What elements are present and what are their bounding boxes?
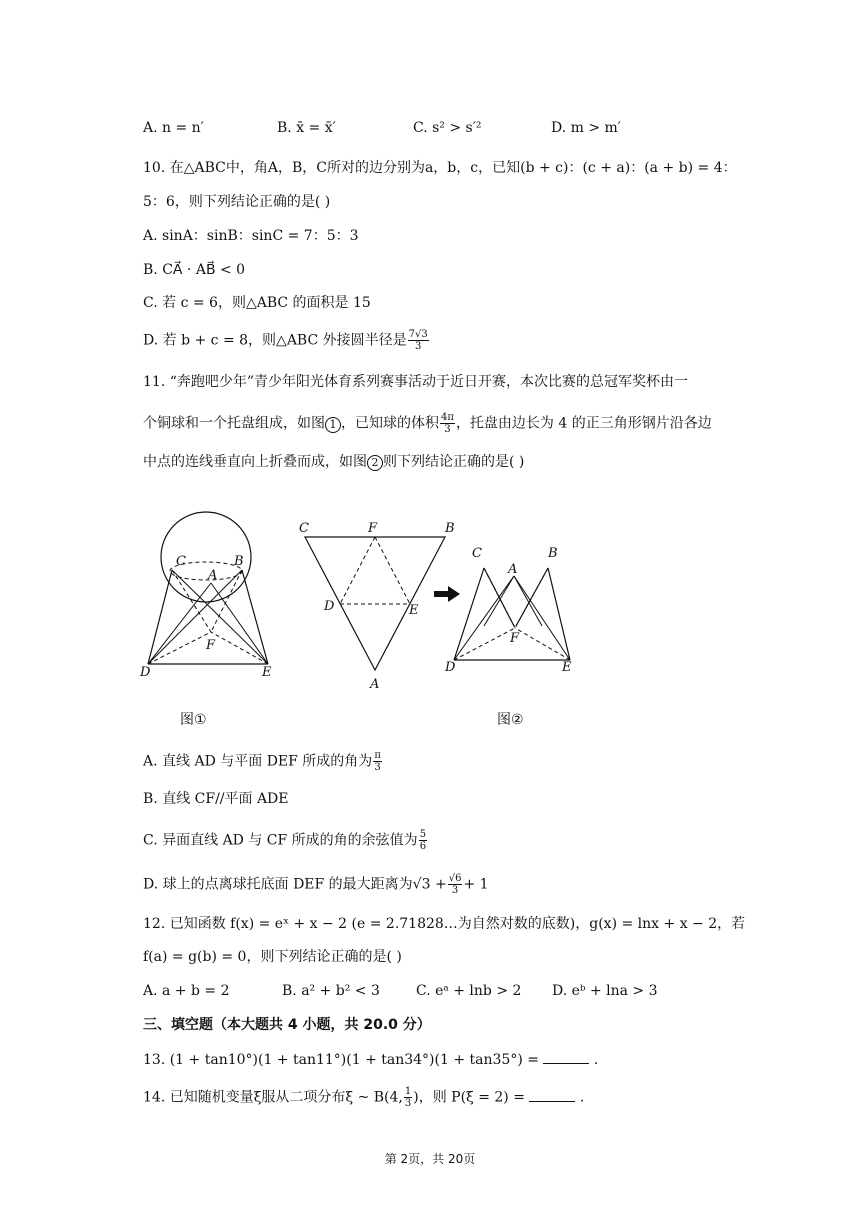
fig1-label-e: E xyxy=(262,665,272,680)
q13-answer-blank[interactable] xyxy=(543,1049,589,1064)
fig1-label-d: D xyxy=(140,665,151,680)
q11-option-c: C. 异面直线 AD 与 CF 所成的角的余弦值为 $\frac{5}{6}$ xyxy=(143,829,427,852)
fig1-label-c: C xyxy=(176,554,186,569)
q10-option-a: A. sinA：sinB：sinC = 7：5：3 xyxy=(143,228,359,244)
fig1-label-f: F xyxy=(206,638,216,653)
figure-1-caption: 图① xyxy=(180,712,207,728)
fig2u-label-e: E xyxy=(409,603,419,618)
fig2u-label-b: B xyxy=(445,521,455,536)
fig2f-label-d: D xyxy=(445,660,456,675)
q10-stem-line1: 10. 在△ABC中，角A，B，C所对的边分别为a，b，c，已知(b + c)：(c + a)：(a + b) = 4： xyxy=(143,160,737,176)
q11-stem-line3: 中点的连线垂直向上折叠而成，如图 2 则下列结论正确的是( ) xyxy=(143,454,525,470)
q11-stem-line2: 个铜球和一个托盘组成，如图 1 ，已知球的体积 $\frac{4\pi}{3}$ ，托盘由边长为 4 的正三角形钢片沿各边 xyxy=(143,412,712,435)
q12-option-d: D. eᵇ + lna > 3 xyxy=(552,983,658,999)
page-footer: 第 2页，共 20页 xyxy=(384,1152,476,1166)
figure-1-trophy xyxy=(136,510,286,685)
fig2f-label-e: E xyxy=(562,660,572,675)
q14-answer-blank[interactable] xyxy=(529,1087,575,1102)
fig2f-label-f: F xyxy=(510,631,520,646)
q10-option-b: B. CA⃗ · AB⃗ < 0 xyxy=(143,262,246,278)
fig2u-label-a: A xyxy=(370,677,380,692)
fig2f-label-c: C xyxy=(472,546,482,561)
fig2u-label-c: C xyxy=(299,521,309,536)
fig2f-label-a: A xyxy=(508,562,518,577)
q10-stem-line2: 5：6，则下列结论正确的是( ) xyxy=(143,194,331,210)
fig2f-label-b: B xyxy=(548,546,558,561)
q9-option-d: D. m > m′ xyxy=(551,120,621,136)
fig2u-label-f: F xyxy=(368,521,378,536)
fig2u-label-d: D xyxy=(324,599,335,614)
q12-stem-line1: 12. 已知函数 f(x) = eˣ + x − 2 (e = 2.71828…为自然对数的底数)，g(x) = lnx + x − 2，若 xyxy=(143,916,746,932)
fig1-label-a: A xyxy=(208,568,218,583)
q13-question: 13. (1 + tan10°)(1 + tan11°)(1 + tan34°)(1 + tan35°) = . xyxy=(143,1049,598,1070)
q12-option-a: A. a + b = 2 xyxy=(143,983,230,999)
q14-question: 14. 已知随机变量ξ服从二项分布ξ ~ B(4, $\frac{1}{3}$ )，则 P(ξ = 2) = . xyxy=(143,1086,585,1109)
q12-stem-line2: f(a) = g(b) = 0，则下列结论正确的是( ) xyxy=(143,949,402,965)
figure-2-unfolded-triangle xyxy=(295,515,465,695)
q11-stem-line1: 11. “奔跑吧少年”青少年阳光体育系列赛事活动于近日开赛，本次比赛的总冠军奖杯由一 xyxy=(143,374,689,390)
q11-option-a: A. 直线 AD 与平面 DEF 所成的角为 $\frac{\pi}{3}$ xyxy=(143,750,381,773)
figure-2-caption: 图② xyxy=(497,712,524,728)
q11-option-d: D. 球上的点离球托底面 DEF 的最大距离为√3 + $\frac{√6}{3}$ + 1 xyxy=(143,873,489,896)
q10-option-d: D. 若 b + c = 8，则△ABC 外接圆半径是 $\frac{7√3}{3}$ xyxy=(143,329,428,352)
figure-2-folded-tray xyxy=(442,538,582,678)
q12-option-c: C. eᵃ + lnb > 2 xyxy=(416,983,522,999)
fig1-label-b: B xyxy=(234,554,244,569)
q9-option-a: A. n = n′ xyxy=(143,120,204,136)
q11-option-b: B. 直线 CF//平面 ADE xyxy=(143,791,289,807)
q9-option-b: B. x̄ = x̄′ xyxy=(277,120,336,136)
q12-option-b: B. a² + b² < 3 xyxy=(282,983,380,999)
q9-option-c: C. s² > s′² xyxy=(413,120,482,136)
section-3-heading: 三、填空题（本大题共 4 小题，共 20.0 分） xyxy=(143,1017,431,1033)
q10-option-c: C. 若 c = 6，则△ABC 的面积是 15 xyxy=(143,295,371,311)
